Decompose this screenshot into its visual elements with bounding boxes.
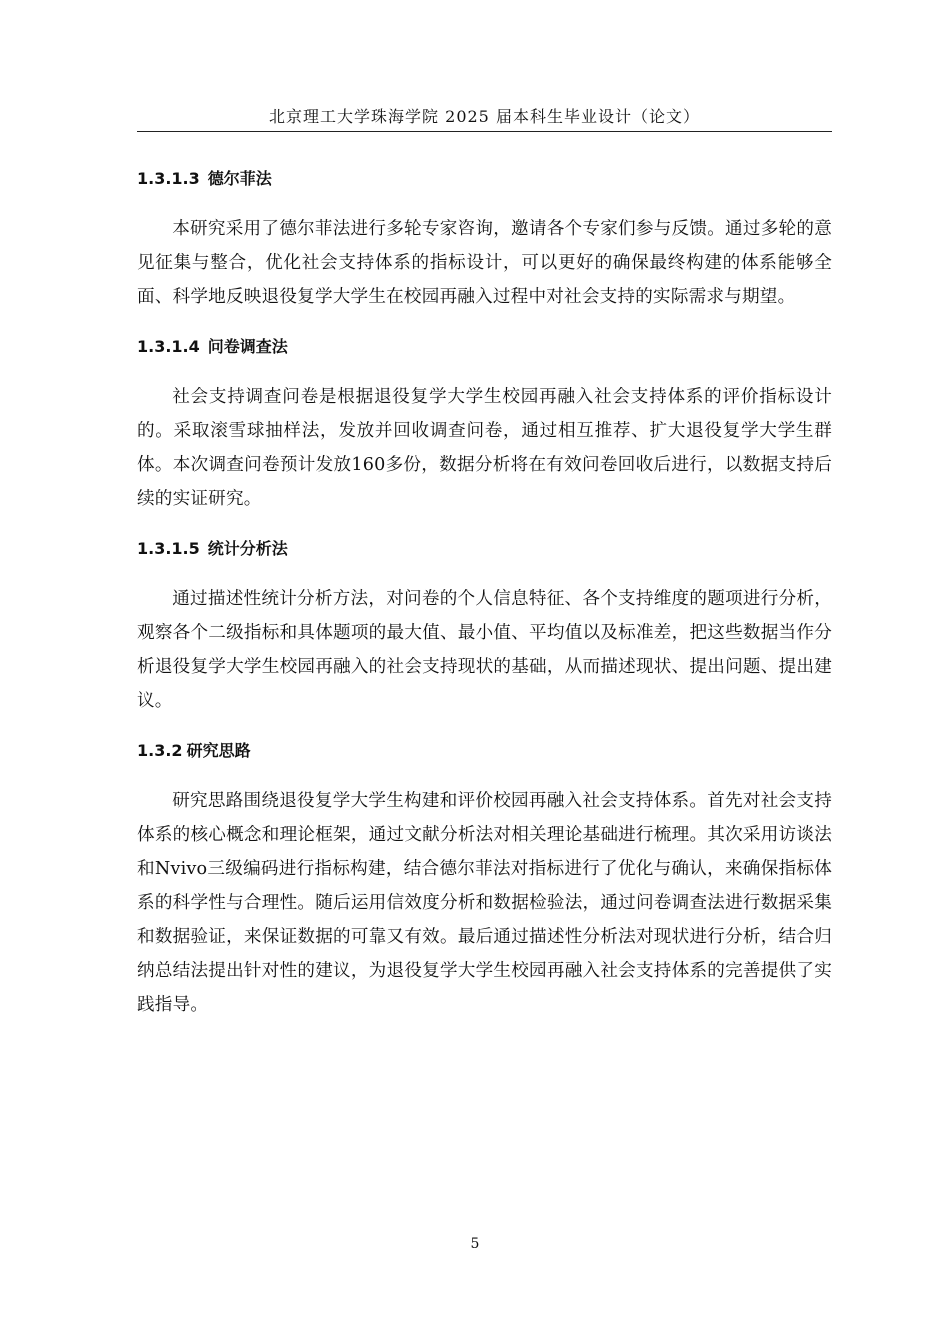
page-number: 5 — [470, 1236, 480, 1252]
page-header: 北京理工大学珠海学院 2025 届本科生毕业设计（论文） — [137, 104, 832, 132]
section-heading-statistics — [137, 532, 832, 566]
section-heading-questionnaire — [137, 330, 832, 364]
section-number: 1.3.1.4 — [137, 337, 200, 356]
section-number: 1.3.1.3 — [137, 169, 200, 188]
section-heading-research-approach — [137, 734, 832, 768]
document-body — [137, 162, 832, 1038]
section-paragraph-delphi: 本研究采用了德尔菲法进行多轮专家咨询，邀请各个专家们参与反馈。通过多轮的意见征集与整合，优化社会支持体系的指标设计，可以更好的确保最终构建的体系能够全面、科学地反映退役复学大学生在校园再融入过程中对社会支持的实际需求与期望。 — [137, 219, 832, 307]
section-title: 研究思路 — [186, 741, 251, 760]
section-paragraph-statistics: 通过描述性统计分析方法，对问卷的个人信息特征、各个支持维度的题项进行分析，观察各个二级指标和具体题项的最大值、最小值、平均值以及标准差，把这些数据当作分析退役复学大学生校园再融入的社会支持现状的基础，从而描述现状、提出问题、提出建议。 — [137, 589, 832, 711]
section-title: 统计分析法 — [207, 539, 288, 558]
section-heading-delphi — [137, 162, 832, 196]
section-title: 问卷调查法 — [207, 337, 288, 356]
section-paragraph-questionnaire: 社会支持调查问卷是根据退役复学大学生校园再融入社会支持体系的评价指标设计的。采取滚雪球抽样法，发放并回收调查问卷，通过相互推荐、扩大退役复学大学生群体。本次调查问卷预计发放160多份，数据分析将在有效问卷回收后进行，以数据支持后续的实证研究。 — [137, 387, 832, 509]
section-number: 1.3.2 — [137, 741, 183, 760]
section-title: 德尔菲法 — [207, 169, 272, 188]
section-number: 1.3.1.5 — [137, 539, 200, 558]
section-paragraph-research-approach: 研究思路围绕退役复学大学生构建和评价校园再融入社会支持体系。首先对社会支持体系的核心概念和理论框架，通过文献分析法对相关理论基础进行梳理。其次采用访谈法和Nvivo三级编码进行指标构建，结合德尔菲法对指标进行了优化与确认，来确保指标体系的科学性与合理性。随后运用信效度分析和数据检验法，通过问卷调查法进行数据采集和数据验证，来保证数据的可靠又有效。最后通过描述性分析法对现状进行分析，结合归纳总结法提出针对性的建议，为退役复学大学生校园再融入社会支持体系的完善提供了实践指导。 — [137, 791, 832, 1015]
